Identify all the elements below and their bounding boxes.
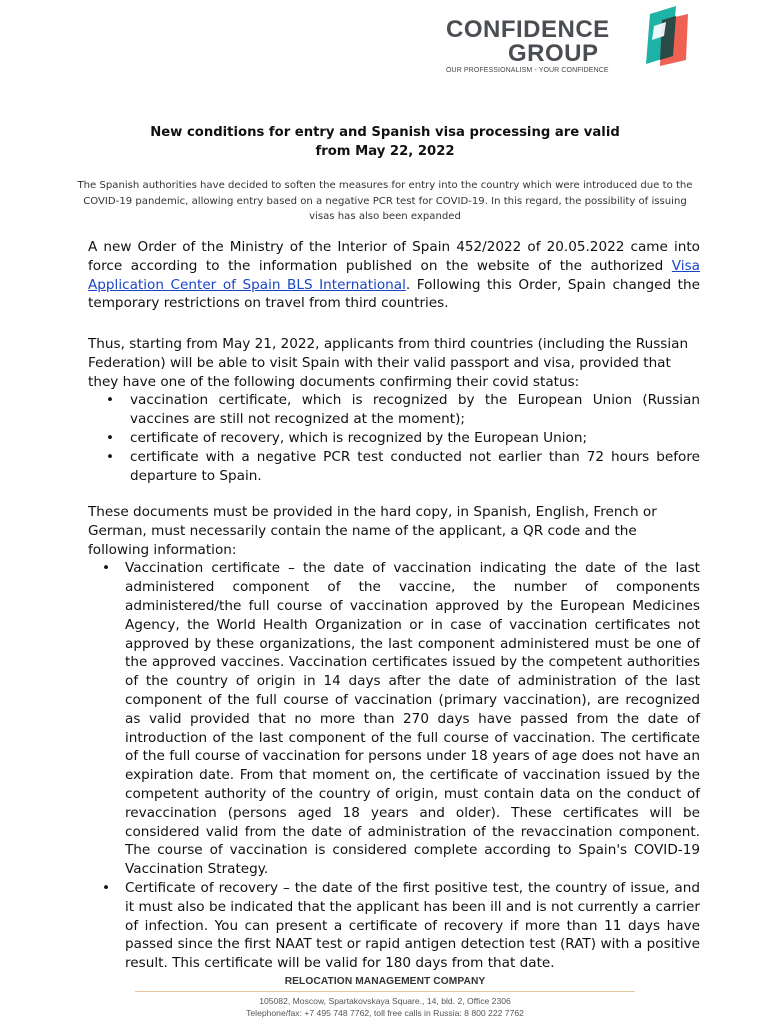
paragraph-text: . Following this Order, Spain changed the temporary restrictions on travel from third countries. (88, 276, 700, 312)
logo-mark-icon (636, 6, 694, 68)
covid-documents-list (88, 391, 700, 485)
paragraph-document-requirements (88, 503, 700, 973)
paragraph-new-order (88, 238, 700, 313)
list-item: • Vaccination certificate – the date of vaccination indicating the date of the last administered component of the vaccine, the number of components administered/the full course of vaccination approved by the European Medicines Agency, the World Health Organization or in case of vaccination certificates not approved by these organizations, the last component administered must be one of the approved vaccines. Vaccination certificates issued by the competent authorities of the country of origin in 14 days after the date of administration of the last component of the full course of vaccination (primary vaccination), are recognized as valid provided that no more than 270 days have passed from the date of introduction of the last component of the full course of vaccination. The certificate of the full course of vaccination for persons under 18 years of age does not have an expiration date. From that moment on, the certificate of vaccination issued by the competent authority of the country of origin, must contain data on the conduct of revaccination (persons aged 18 years and older). These certificates will be considered valid from the date of administration of the revaccination component. The course of vaccination is considered complete according to Spain's COVID-19 Vaccination Strategy. (88, 559, 700, 879)
footer-divider (135, 991, 635, 992)
page-footer (0, 976, 770, 1019)
intro-summary: The Spanish authorities have decided to soften the measures for entry into the country which were introduced due to the COVID-19 pandemic, allowing entry based on a negative PCR test for COVID-19. In this regard, the possibility of issuing visas has also been expanded (77, 180, 693, 222)
paragraph-text: A new Order of the Ministry of the Interior of Spain 452/2022 of 20.05.2022 came into force according to the information published on the website of the authorized (88, 239, 700, 274)
company-logo (440, 6, 700, 78)
list-item: • certificate with a negative PCR test conducted not earlier than 72 hours before departure to Spain. (88, 448, 700, 486)
paragraph-entry-conditions (88, 335, 700, 485)
page-title (0, 123, 770, 161)
logo-line-1: CONFIDENCE (446, 16, 610, 43)
logo-line-2: GROUP (508, 40, 599, 67)
title-line-2: from May 22, 2022 (315, 144, 455, 159)
bls-visa-center-link[interactable]: Visa Application Center of Spain BLS International (88, 257, 700, 293)
list-item: • vaccination certificate, which is recognized by the European Union (Russian vaccines are still not recognized at the moment); (88, 391, 700, 429)
paragraph-text: Thus, starting from May 21, 2022, applicants from third countries (including the Russian Federation) will be able to visit Spain with their valid passport and visa, provided that they have one of the following documents confirming their covid status: (88, 336, 689, 390)
footer-company-name: RELOCATION MANAGEMENT COMPANY (284, 976, 486, 987)
logo-tagline: OUR PROFESSIONALISM - YOUR CONFIDENCE (446, 67, 609, 74)
list-item: • Certificate of recovery – the date of the first positive test, the country of issue, and it must also be indicated that the applicant has been ill and is not currently a carrier of infection. You can present a certificate of recovery if more than 11 days have passed since the first NAAT test or rapid antigen detection test (RAT) with a positive result. This certificate will be valid for 180 days from that date. (88, 879, 700, 973)
footer-phone: Telephone/fax: +7 495 748 7762, toll free calls in Russia: 8 800 222 7762 (246, 1008, 524, 1018)
certificate-details-list (88, 559, 700, 973)
paragraph-text: These documents must be provided in the hard copy, in Spanish, English, French or German, must necessarily contain the name of the applicant, a QR code and the following information: (88, 504, 657, 558)
logo-wordmark (446, 18, 610, 66)
title-line-1: New conditions for entry and Spanish visa processing are valid (150, 125, 620, 140)
list-item: • certificate of recovery, which is recognized by the European Union; (88, 429, 700, 448)
footer-address: 105082, Moscow, Spartakovskaya Square., 14, bld. 2, Office 2306 (259, 996, 511, 1006)
